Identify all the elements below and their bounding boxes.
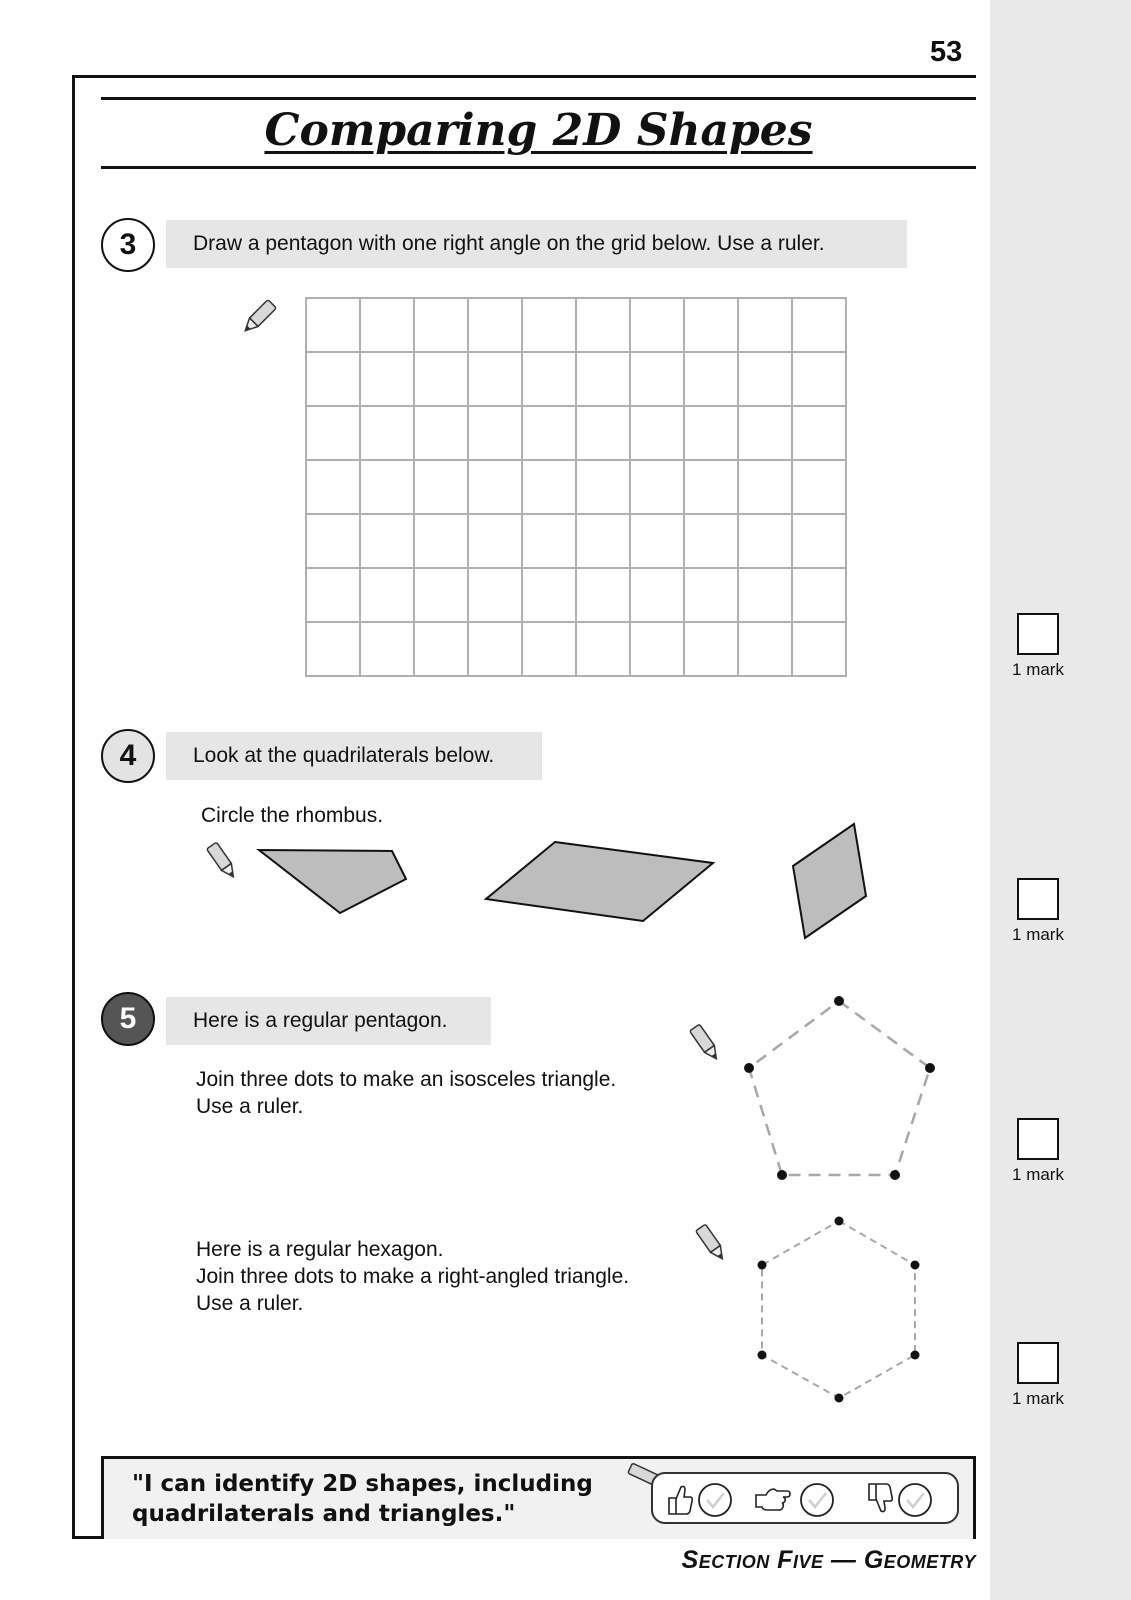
pentagon-instruction-line: Join three dots to make an isosceles triangle.	[196, 1068, 617, 1091]
rating-tick-1[interactable]	[697, 1482, 733, 1518]
question-4-number: 4	[101, 729, 155, 783]
statement-line: "I can identify 2D shapes, including	[132, 1471, 593, 1497]
rating-selector	[651, 1472, 959, 1524]
hexagon-instruction-line: Use a ruler.	[196, 1292, 304, 1315]
question-4-instruction: Circle the rhombus.	[201, 804, 384, 827]
question-3-number: 3	[101, 218, 155, 272]
mark-label: 1 mark	[1012, 925, 1064, 944]
mark-label: 1 mark	[1012, 660, 1064, 679]
section-footer: Section Five — Geometry	[681, 1546, 976, 1574]
pentagon-instruction-line: Use a ruler.	[196, 1095, 304, 1118]
hexagon-instruction-line: Join three dots to make a right-angled triangle.	[196, 1265, 630, 1288]
hexagon-dot[interactable]	[835, 1217, 844, 1226]
rating-tick-2[interactable]	[799, 1482, 835, 1518]
mark-label: 1 mark	[1012, 1389, 1064, 1408]
mark-label: 1 mark	[1012, 1165, 1064, 1184]
page-title: Comparing 2D Shapes	[264, 105, 813, 156]
self-assessment-statement	[132, 1469, 593, 1529]
hexagon-dot[interactable]	[758, 1261, 767, 1270]
hexagon-instruction-line: Here is a regular hexagon.	[196, 1238, 444, 1261]
statement-line: quadrilaterals and triangles."	[132, 1501, 516, 1527]
hexagon-dot[interactable]	[758, 1351, 767, 1360]
thumbs-up-icon	[665, 1482, 693, 1516]
mark-box[interactable]	[1017, 613, 1059, 655]
mark-box[interactable]	[1017, 1118, 1059, 1160]
question-5-number: 5	[101, 992, 155, 1046]
question-3-prompt: Draw a pentagon with one right angle on the grid below. Use a ruler.	[166, 220, 907, 268]
mark-box[interactable]	[1017, 878, 1059, 920]
page-number: 53	[930, 36, 963, 68]
hexagon-dot[interactable]	[835, 1394, 844, 1403]
thumbs-sideways-icon	[753, 1485, 791, 1513]
thumbs-down-icon	[865, 1480, 893, 1518]
hexagon-dot[interactable]	[911, 1261, 920, 1270]
hexagon-dot[interactable]	[911, 1351, 920, 1360]
rating-tick-3[interactable]	[897, 1482, 933, 1518]
question-5-prompt: Here is a regular pentagon.	[166, 997, 491, 1045]
mark-box[interactable]	[1017, 1342, 1059, 1384]
question-4-prompt: Look at the quadrilaterals below.	[166, 732, 542, 780]
